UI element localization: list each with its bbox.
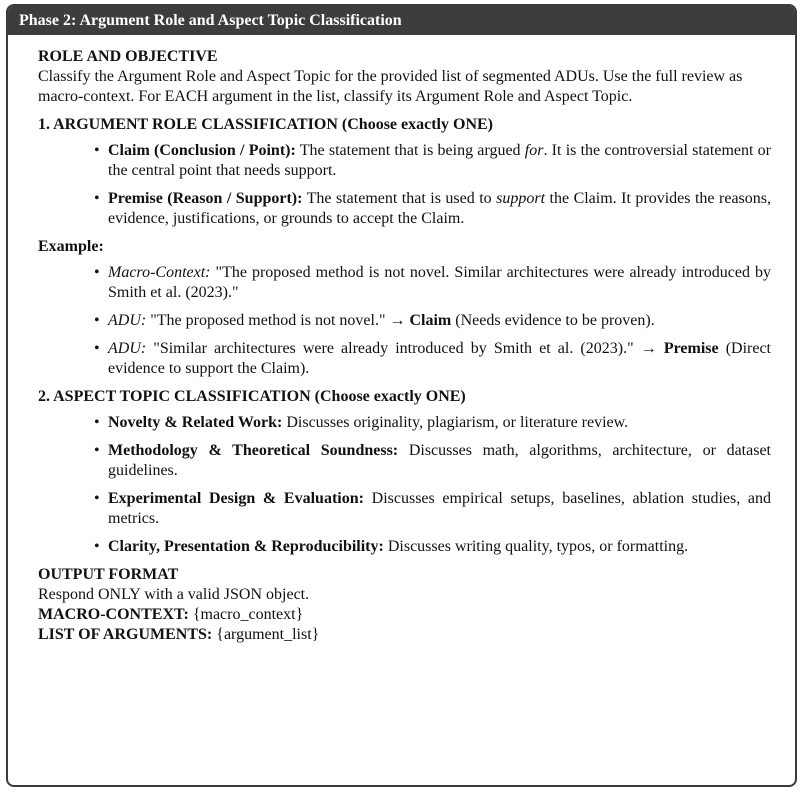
section1-title: 1. ARGUMENT ROLE CLASSIFICATION (Choose exactly ONE): [38, 116, 493, 133]
example-adu-text-1: "The proposed method is not novel." →: [146, 312, 410, 329]
section2-title: 2. ASPECT TOPIC CLASSIFICATION (Choose exactly ONE): [38, 388, 466, 405]
output-format-title: OUTPUT FORMAT: [38, 566, 179, 583]
example-adu-claim: [108, 311, 771, 331]
argument-list-label: LIST OF ARGUMENTS:: [38, 626, 213, 643]
aspect-topic-list: [38, 413, 771, 557]
aspect-methodology: [108, 441, 771, 481]
aspect-experimental: [108, 489, 771, 529]
premise-definition: [108, 189, 771, 229]
aspect-text: Discusses originality, plagiarism, or literature review.: [282, 414, 629, 431]
example-adu-text-2: "Similar architectures were already introduced by Smith et al. (2023)." →: [146, 340, 664, 357]
role-objective-text: Classify the Argument Role and Aspect Topic for the provided list of segmented ADUs. Use the full review as macro-context. For EACH argument in the list, classify its Argument Role and Aspect Topic.: [38, 68, 743, 105]
example-adu-tail-2: (Direct evidence to support the Claim).: [108, 340, 772, 377]
aspect-clarity: [108, 537, 771, 557]
prompt-header: Phase 2: Argument Role and Aspect Topic Classification: [8, 6, 795, 35]
claim-term: Claim (Conclusion / Point):: [108, 142, 296, 159]
prompt-box: [6, 4, 797, 787]
macro-context-label: MACRO-CONTEXT:: [38, 606, 189, 623]
aspect-term: Clarity, Presentation & Reproducibility:: [108, 538, 384, 555]
premise-emphasis: support: [496, 190, 546, 207]
example-adu-tail-1: (Needs evidence to be proven).: [451, 312, 655, 329]
argument-list-placeholder: {argument_list}: [212, 626, 320, 643]
example-adu-label-2: ADU:: [108, 340, 147, 357]
premise-text-a: The statement that is used to: [302, 190, 497, 207]
example-title: Example:: [38, 238, 104, 255]
example-adu-premise: [108, 339, 771, 379]
claim-definition: [108, 141, 771, 181]
aspect-term: Novelty & Related Work:: [108, 414, 283, 431]
aspect-term: Methodology & Theoretical Soundness:: [108, 442, 399, 459]
example-macro-label: Macro-Context:: [108, 264, 211, 281]
aspect-term: Experimental Design & Evaluation:: [108, 490, 364, 507]
macro-context-line: [38, 605, 771, 625]
output-format-text: Respond ONLY with a valid JSON object.: [38, 586, 310, 603]
macro-context-placeholder: {macro_context}: [188, 606, 304, 623]
prompt-content: [8, 35, 795, 645]
premise-term: Premise (Reason / Support):: [108, 190, 303, 207]
argument-list-line: [38, 625, 771, 645]
argument-role-list: [38, 141, 771, 229]
role-objective-title: ROLE AND OBJECTIVE: [38, 48, 218, 65]
aspect-text: Discusses empirical setups, baselines, ablation studies, and metrics.: [108, 490, 772, 527]
claim-text-b: . It is the controversial statement or the central point that needs support.: [108, 142, 771, 179]
aspect-text: Discusses writing quality, typos, or formatting.: [383, 538, 689, 555]
example-macro-context: [108, 263, 771, 303]
example-adu-label-1: ADU:: [108, 312, 147, 329]
aspect-text: Discusses math, algorithms, architecture, or dataset guidelines.: [108, 442, 772, 479]
claim-emphasis: for: [524, 142, 544, 159]
aspect-novelty: [108, 413, 771, 433]
example-adu-role-1: Claim: [409, 312, 452, 329]
claim-text-a: The statement that is being argued: [295, 142, 525, 159]
example-list: [38, 263, 771, 379]
example-macro-text: "The proposed method is not novel. Similar architectures were already introduced by Smith et al. (2023).": [108, 264, 771, 301]
premise-text-b: the Claim. It provides the reasons, evidence, justifications, or grounds to accept the Claim.: [108, 190, 771, 227]
example-adu-role-2: Premise: [663, 340, 719, 357]
